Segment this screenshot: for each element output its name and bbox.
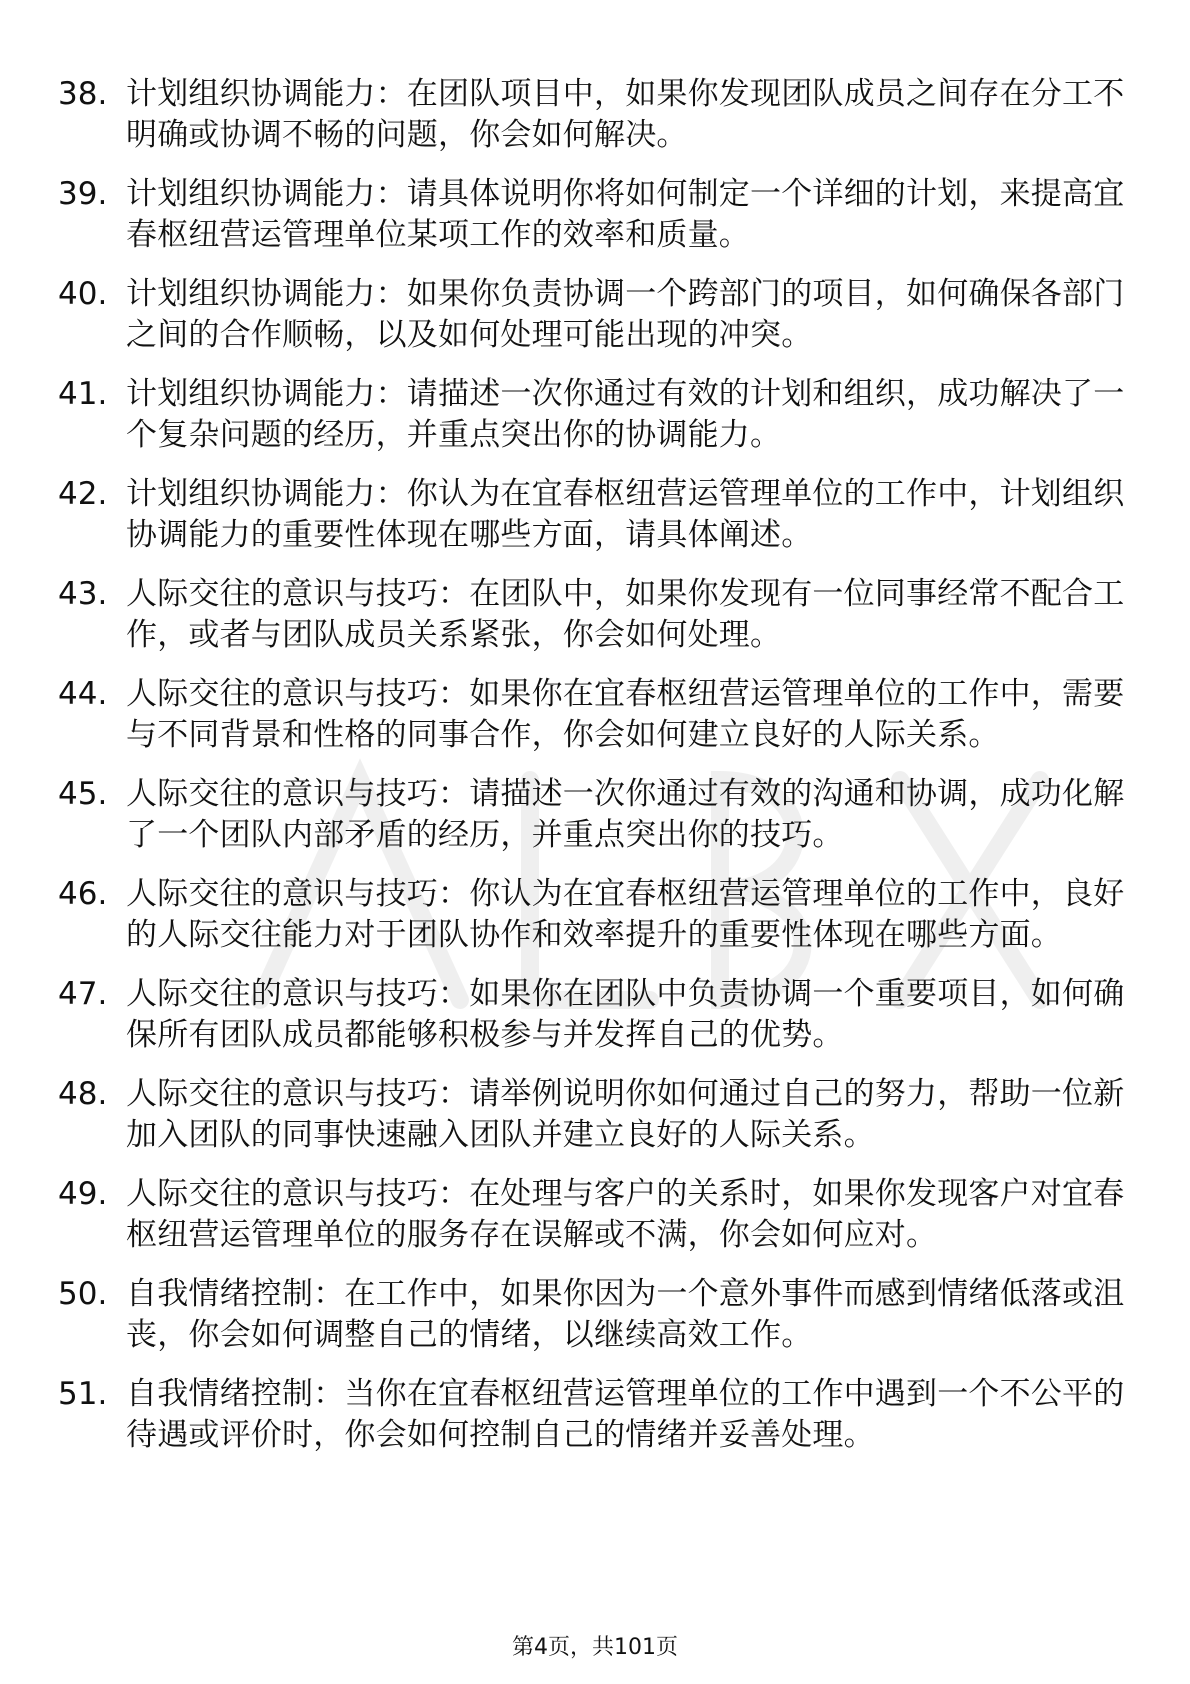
question-text: 人际交往的意识与技巧：请举例说明你如何通过自己的努力，帮助一位新加入团队的同事快速融入团队并建立良好的人际关系。 xyxy=(126,1076,1125,1153)
question-text: 人际交往的意识与技巧：如果你在宜春枢纽营运管理单位的工作中，需要与不同背景和性格的同事合作，你会如何建立良好的人际关系。 xyxy=(126,676,1125,753)
question-number: 39. xyxy=(58,176,108,212)
question-number: 45. xyxy=(58,776,108,812)
question-text: 人际交往的意识与技巧：如果你在团队中负责协调一个重要项目，如何确保所有团队成员都能够积极参与并发挥自己的优势。 xyxy=(126,976,1125,1053)
question-list xyxy=(58,74,1138,1474)
question-text: 计划组织协调能力：在团队项目中，如果你发现团队成员之间存在分工不明确或协调不畅的问题，你会如何解决。 xyxy=(126,76,1125,153)
question-item xyxy=(58,574,1138,656)
question-text: 人际交往的意识与技巧：你认为在宜春枢纽营运管理单位的工作中，良好的人际交往能力对于团队协作和效率提升的重要性体现在哪些方面。 xyxy=(126,876,1125,953)
question-text: 人际交往的意识与技巧：在处理与客户的关系时，如果你发现客户对宜春枢纽营运管理单位的服务存在误解或不满，你会如何应对。 xyxy=(126,1176,1125,1253)
question-text: 人际交往的意识与技巧：请描述一次你通过有效的沟通和协调，成功化解了一个团队内部矛盾的经历，并重点突出你的技巧。 xyxy=(126,776,1125,853)
page-footer: 第4页，共101页 xyxy=(512,1635,678,1660)
question-item xyxy=(58,674,1138,756)
question-item xyxy=(58,1074,1138,1156)
question-item xyxy=(58,974,1138,1056)
question-text: 计划组织协调能力：如果你负责协调一个跨部门的项目，如何确保各部门之间的合作顺畅，以及如何处理可能出现的冲突。 xyxy=(126,276,1125,353)
question-item xyxy=(58,74,1138,156)
question-item xyxy=(58,1174,1138,1256)
question-number: 48. xyxy=(58,1076,108,1112)
question-number: 51. xyxy=(58,1376,108,1412)
question-item xyxy=(58,1274,1138,1356)
question-number: 42. xyxy=(58,476,108,512)
question-number: 41. xyxy=(58,376,108,412)
question-number: 47. xyxy=(58,976,108,1012)
question-number: 50. xyxy=(58,1276,108,1312)
question-item xyxy=(58,1374,1138,1456)
question-item xyxy=(58,774,1138,856)
question-item xyxy=(58,174,1138,256)
question-item xyxy=(58,274,1138,356)
question-number: 43. xyxy=(58,576,108,612)
question-number: 40. xyxy=(58,276,108,312)
question-text: 计划组织协调能力：请具体说明你将如何制定一个详细的计划，来提高宜春枢纽营运管理单位某项工作的效率和质量。 xyxy=(126,176,1125,253)
question-number: 46. xyxy=(58,876,108,912)
question-item xyxy=(58,874,1138,956)
question-text: 自我情绪控制：在工作中，如果你因为一个意外事件而感到情绪低落或沮丧，你会如何调整自己的情绪，以继续高效工作。 xyxy=(126,1276,1125,1353)
question-item xyxy=(58,474,1138,556)
question-number: 38. xyxy=(58,76,108,112)
question-text: 人际交往的意识与技巧：在团队中，如果你发现有一位同事经常不配合工作，或者与团队成员关系紧张，你会如何处理。 xyxy=(126,576,1125,653)
question-text: 自我情绪控制：当你在宜春枢纽营运管理单位的工作中遇到一个不公平的待遇或评价时，你会如何控制自己的情绪并妥善处理。 xyxy=(126,1376,1125,1453)
question-number: 44. xyxy=(58,676,108,712)
question-item xyxy=(58,374,1138,456)
question-text: 计划组织协调能力：请描述一次你通过有效的计划和组织，成功解决了一个复杂问题的经历，并重点突出你的协调能力。 xyxy=(126,376,1125,453)
question-text: 计划组织协调能力：你认为在宜春枢纽营运管理单位的工作中，计划组织协调能力的重要性体现在哪些方面，请具体阐述。 xyxy=(126,476,1125,553)
question-number: 49. xyxy=(58,1176,108,1212)
